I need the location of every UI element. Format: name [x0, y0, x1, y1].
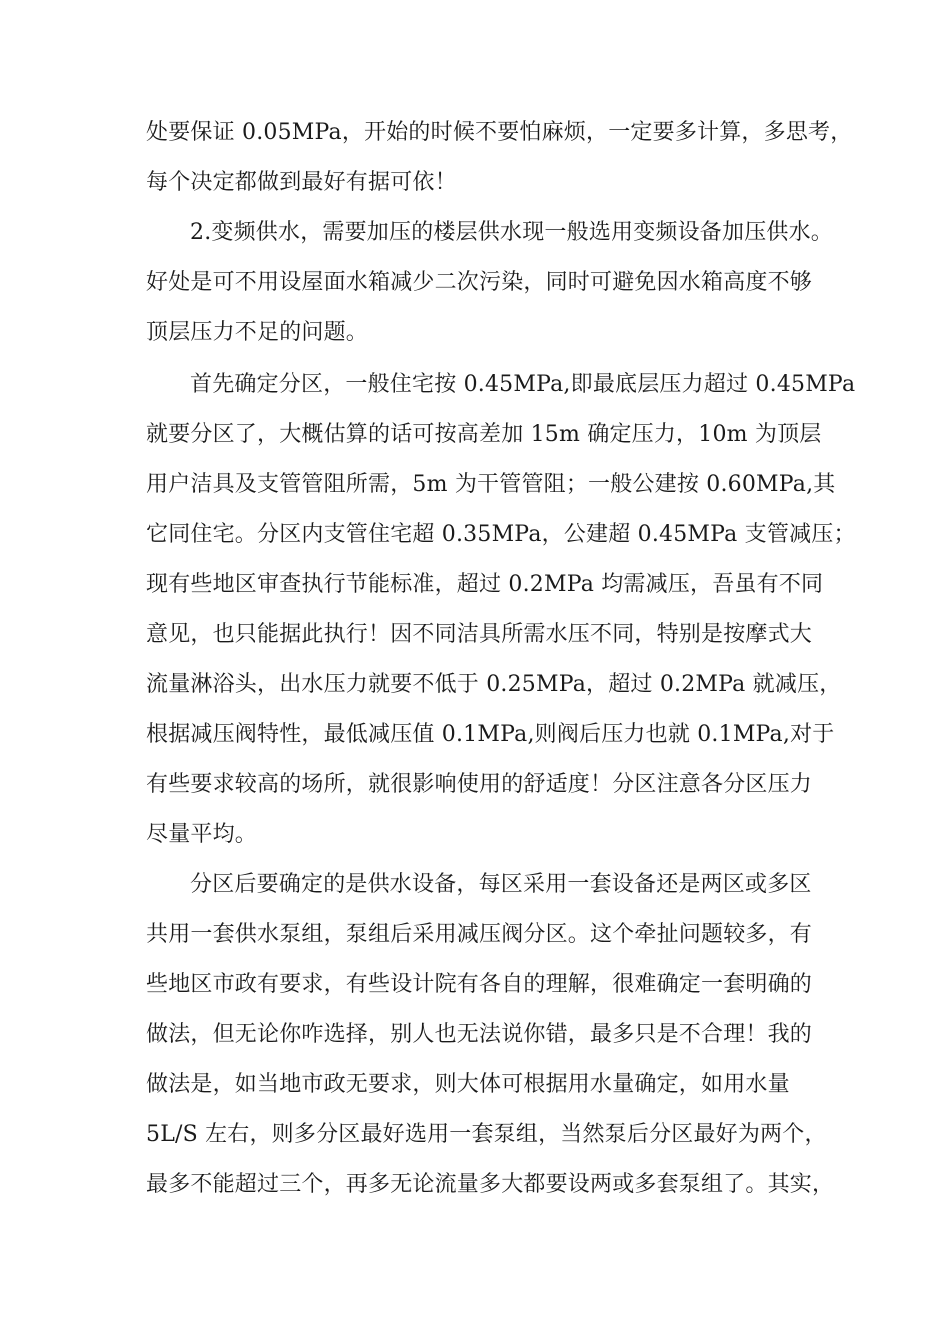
text-line: 根据减压阀特性，最低减压值 0.1MPa,则阀后压力也就 0.1MPa,对于 [146, 722, 835, 747]
text-line: 流量淋浴头，出水压力就要不低于 0.25MPa，超过 0.2MPa 就减压， [146, 672, 842, 697]
text-line: 就要分区了，大概估算的话可按高差加 15m 确定压力，10m 为顶层 [146, 422, 822, 447]
text-line: 现有些地区审查执行节能标准，超过 0.2MPa 均需减压，吾虽有不同 [146, 572, 824, 597]
text-line: 处要保证 0.05MPa，开始的时候不要怕麻烦，一定要多计算，多思考， [146, 120, 853, 145]
text-line: 做法是，如当地市政无要求，则大体可根据用水量确定，如用水量 [146, 1072, 790, 1097]
text-line: 最多不能超过三个，再多无论流量多大都要设两或多套泵组了。其实， [146, 1172, 835, 1197]
text-line: 用户洁具及支管管阻所需，5m 为干管管阻；一般公建按 0.60MPa,其 [146, 472, 836, 497]
text-line: 每个决定都做到最好有据可依！ [146, 170, 457, 195]
text-line: 尽量平均。 [146, 822, 258, 847]
text-line: 些地区市政有要求，有些设计院有各自的理解，很难确定一套明确的 [146, 972, 813, 997]
text-line: 共用一套供水泵组，泵组后采用减压阀分区。这个牵扯问题较多，有 [146, 922, 813, 947]
text-line: 意见，也只能据此执行！因不同洁具所需水压不同，特别是按摩式大 [146, 622, 813, 647]
text-line: 分区后要确定的是供水设备，每区采用一套设备还是两区或多区 [190, 872, 812, 897]
text-line: 2.变频供水，需要加压的楼层供水现一般选用变频设备加压供水。 [190, 220, 833, 245]
text-line: 有些要求较高的场所，就很影响使用的舒适度！分区注意各分区压力 [146, 772, 813, 797]
text-line: 5L/S 左右，则多分区最好选用一套泵组，当然泵后分区最好为两个， [146, 1122, 827, 1147]
text-line: 首先确定分区，一般住宅按 0.45MPa,即最底层压力超过 0.45MPa [190, 372, 856, 397]
text-line: 好处是可不用设屋面水箱减少二次污染，同时可避免因水箱高度不够 [146, 270, 813, 295]
text-line: 顶层压力不足的问题。 [146, 320, 369, 345]
text-line: 它同住宅。分区内支管住宅超 0.35MPa，公建超 0.45MPa 支管减压； [146, 522, 856, 547]
text-line: 做法，但无论你咋选择，别人也无法说你错，最多只是不合理！我的 [146, 1022, 813, 1047]
